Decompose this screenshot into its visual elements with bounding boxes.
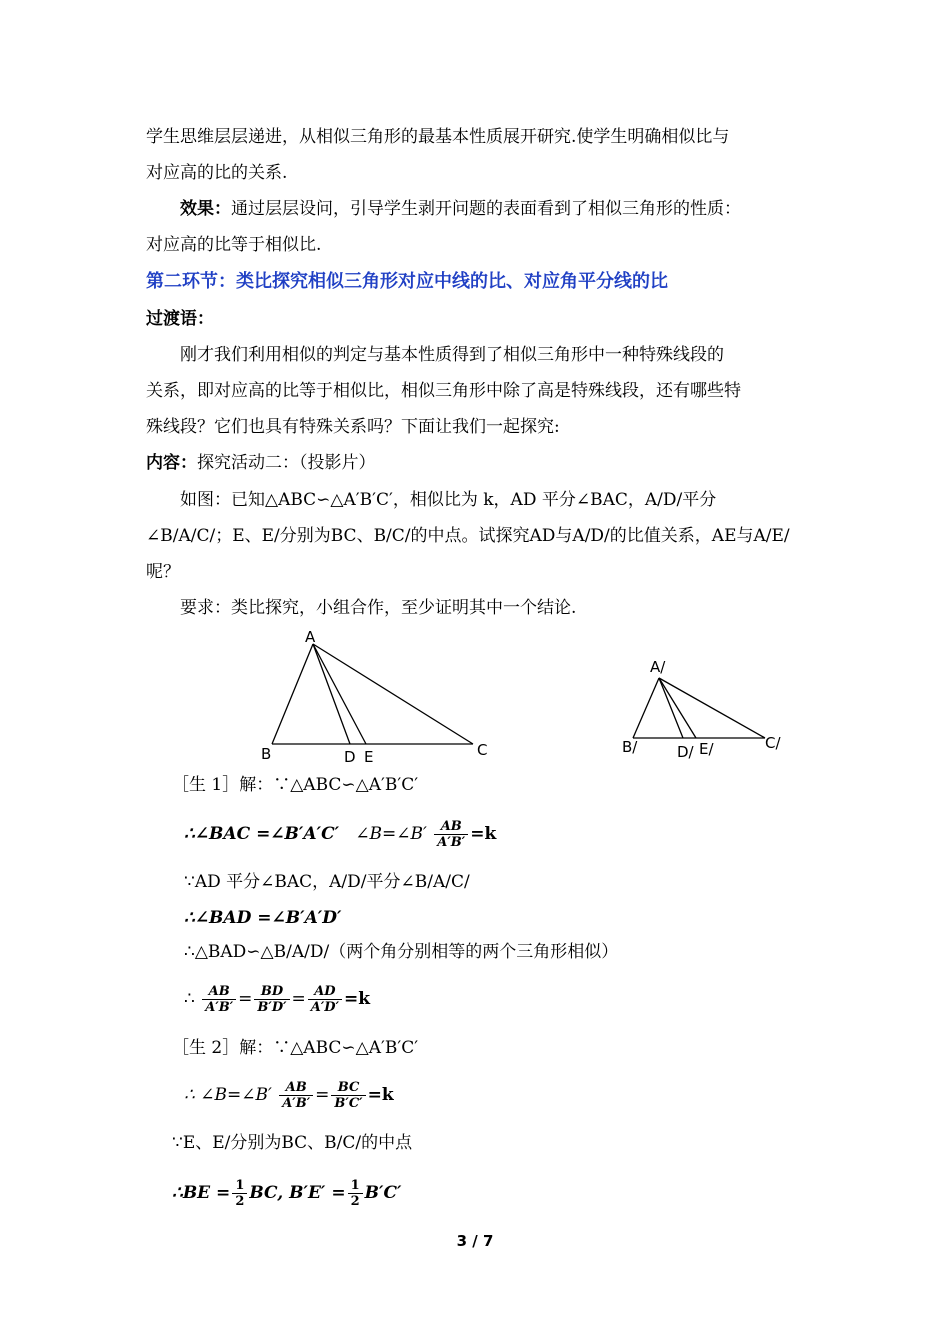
- fraction-denominator: 2: [235, 1194, 245, 1209]
- bisector-ad-prime: [659, 678, 683, 738]
- fraction-ab-ratio: [279, 1080, 313, 1111]
- therefore-symbol: ∴: [184, 989, 195, 1009]
- side-ac-prime: [659, 678, 765, 738]
- label-e-prime: E/: [699, 740, 714, 758]
- effect-line-2: 对应高的比等于相似比.: [146, 235, 322, 255]
- small-triangle: [633, 678, 765, 738]
- fraction-numerator: 1: [232, 1178, 247, 1194]
- fraction-denominator: A′B′: [437, 835, 466, 850]
- content-line: [146, 451, 376, 475]
- fraction-ab: [434, 819, 468, 850]
- content-label: 内容：: [146, 453, 197, 473]
- fraction-denominator: B′C′: [334, 1096, 363, 1111]
- fraction-numerator: BC: [331, 1080, 365, 1096]
- fraction-bd-ratio: [254, 984, 289, 1015]
- bc-prime-term: B′C′: [364, 1183, 402, 1203]
- fraction-denominator: B′D′: [257, 1000, 287, 1015]
- solution1-step-3: ∴∠BAD =∠B′A′D′: [184, 908, 342, 928]
- be-equation: ∴BE =: [172, 1183, 231, 1203]
- label-a: A: [305, 628, 316, 646]
- solution1-intro: ［生 1］解：∵△ABC∽△A′B′C′: [172, 775, 419, 795]
- equals-k: =k: [344, 989, 371, 1009]
- triangle-figure: [0, 628, 950, 768]
- side-ac: [313, 644, 473, 744]
- solution2-step-2: ∵E、E/分别为BC、B/C/的中点: [172, 1133, 413, 1153]
- angle-equation: ∴∠BAC =∠B′A′C′: [184, 824, 340, 844]
- effect-text: 通过层层设问，引导学生剥开问题的表面看到了相似三角形的性质：: [231, 199, 741, 219]
- problem-line-1: 如图：已知△ABC∽△A′B′C′，相似比为 k，AD 平分∠BAC，A/D/平分: [180, 490, 717, 510]
- fraction-denominator: A′B′: [205, 1000, 234, 1015]
- page-number: 3 / 7: [456, 1232, 494, 1250]
- solution1-step-5: ∴ $\frac{AB}{A'B'}$ = $\frac{BD}{B'D'}$ = $\frac{AD}{A'D'}$ =k: [184, 984, 371, 1015]
- side-ab: [272, 644, 313, 744]
- be-prime-equation: BC, B′E′ =: [249, 1183, 346, 1203]
- fraction-denominator: A′D′: [310, 1000, 340, 1015]
- paragraph-line-2: 关系，即对应高的比等于相似比，相似三角形中除了高是特殊线段，还有哪些特: [146, 381, 741, 401]
- paragraph-line-1: 刚才我们利用相似的判定与基本性质得到了相似三角形中一种特殊线段的: [180, 345, 724, 365]
- fraction-numerator: AD: [308, 984, 342, 1000]
- fraction-ad-ratio: [308, 984, 342, 1015]
- effect-line: [180, 197, 741, 221]
- angle-b-equation: ∴ ∠B=∠B′: [184, 1085, 272, 1105]
- angle-b-equation: ∠B=∠B′: [355, 824, 427, 844]
- fraction-denominator: A′B′: [282, 1096, 311, 1111]
- fraction-bc-ratio: [331, 1080, 365, 1111]
- solution1-step-2: ∵AD 平分∠BAC，A/D/平分∠B/A/C/: [184, 872, 470, 892]
- label-b: B: [261, 745, 272, 763]
- paragraph-line-3: 殊线段？它们也具有特殊关系吗？下面让我们一起探究:: [146, 417, 560, 437]
- fraction-numerator: BD: [254, 984, 289, 1000]
- label-c: C: [477, 741, 488, 759]
- fraction-half: [348, 1178, 363, 1209]
- label-d-prime: D/: [677, 743, 694, 761]
- side-ab-prime: [633, 678, 659, 738]
- fraction-numerator: AB: [279, 1080, 313, 1096]
- large-triangle: [272, 644, 473, 744]
- fraction-numerator: AB: [434, 819, 468, 835]
- solution2-step-1: ∴ ∠B=∠B′ $\frac{AB}{A'B'}$ = $\frac{BC}{B'C'}$ =k: [184, 1080, 394, 1111]
- label-a-prime: A/: [650, 658, 666, 676]
- fraction-half: [232, 1178, 247, 1209]
- fraction-ab-ratio: [202, 984, 236, 1015]
- label-e: E: [364, 748, 374, 766]
- section-heading: 第二环节：类比探究相似三角形对应中线的比、对应角平分线的比: [146, 271, 668, 292]
- content-text: 探究活动二：（投影片）: [197, 453, 376, 473]
- label-b-prime: B/: [622, 738, 638, 756]
- fraction-numerator: 1: [348, 1178, 363, 1194]
- effect-label: 效果：: [180, 199, 231, 219]
- equals-k: =k: [470, 824, 497, 844]
- label-d: D: [344, 748, 356, 766]
- transition-label: 过渡语：: [146, 309, 214, 329]
- problem-line-3: 呢？: [146, 562, 180, 582]
- solution2-step-3: [172, 1178, 402, 1209]
- requirement-line: 要求：类比探究，小组合作，至少证明其中一个结论.: [180, 598, 577, 618]
- equals-k: =k: [367, 1085, 394, 1105]
- bisector-ad: [313, 644, 350, 744]
- median-ae-prime: [659, 678, 696, 738]
- problem-line-2: ∠B/A/C/；E、E/分别为BC、B/C/的中点。试探究AD与A/D/的比值关系，AE与A/E/: [146, 526, 790, 546]
- intro-line-2: 对应高的比的关系.: [146, 163, 288, 183]
- solution2-intro: ［生 2］解：∵△ABC∽△A′B′C′: [172, 1038, 419, 1058]
- fraction-denominator: 2: [350, 1194, 360, 1209]
- intro-line-1: 学生思维层层递进，从相似三角形的最基本性质展开研究.使学生明确相似比与: [146, 127, 730, 147]
- fraction-numerator: AB: [202, 984, 236, 1000]
- median-ae: [313, 644, 366, 744]
- label-c-prime: C/: [765, 734, 781, 752]
- solution1-step-4: ∴△BAD∽△B/A/D/（两个角分别相等的两个三角形相似）: [184, 942, 619, 962]
- solution1-step-1: [184, 819, 496, 850]
